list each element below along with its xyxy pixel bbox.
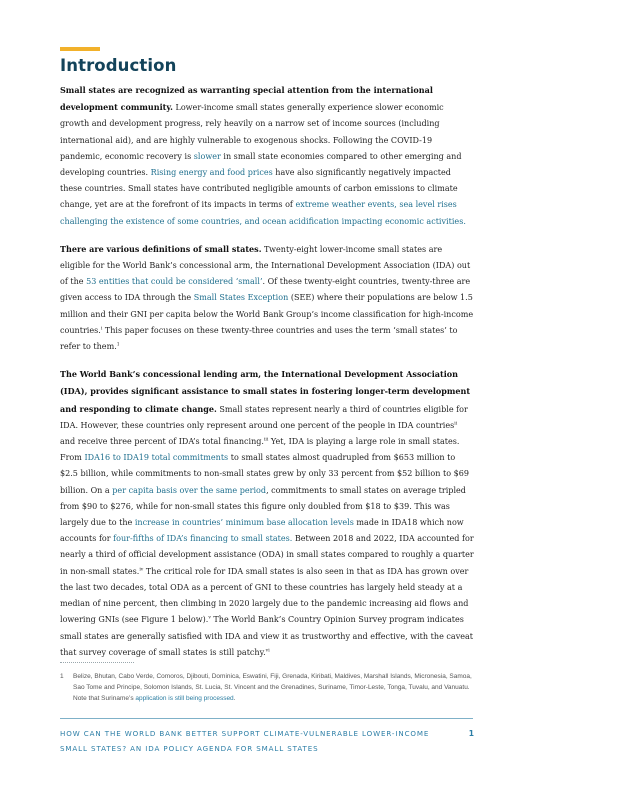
link-slower[interactable]: slower: [193, 151, 221, 161]
footnote: [60, 671, 474, 705]
paragraph-lead: The World Bank’s concessional lending arm, the International Development Association (IDA), provides significant assistance to small states in fostering longer-term development and responding to climate change.: [60, 369, 471, 414]
page-number: 1: [468, 729, 474, 738]
link-per-capita-basis[interactable]: per capita basis over the same period: [112, 485, 267, 495]
paragraph-lead: There are various definitions of small states.: [60, 243, 262, 254]
link-extreme-weather[interactable]: extreme weather events, sea level rises challenging the existence of some countries, and ocean acidification impacting economic activities.: [60, 200, 466, 226]
endnote-ref: ii: [454, 421, 458, 427]
link-ida16-ida19-commitments[interactable]: IDA16 to IDA19 total commitments: [84, 453, 229, 463]
page-heading: Introduction: [60, 56, 177, 75]
footer-document-title: HOW CAN THE WORLD BANK BETTER SUPPORT CLIMATE-VULNERABLE LOWER-INCOME SMALL STATES? AN IDA POLICY AGENDA FOR SMALL STATES: [60, 729, 430, 753]
endnote-ref: iv: [139, 567, 144, 573]
footer-divider: [60, 718, 473, 719]
link-energy-food-prices[interactable]: Rising energy and food prices: [150, 168, 273, 178]
endnote-ref: i: [100, 326, 103, 332]
footnote-text: Belize, Bhutan, Cabo Verde, Comoros, Djibouti, Dominica, Eswatini, Fiji, Grenada, Kiribati, Maldives, Marshall Islands, Micronesia, Samoa, Sao Tome and Principe, Solomon Islands, St. Lucia, St. Vincent and the Grenadines, Suriname, Timor-Leste, Tonga, Tuvalu, and Vanuatu. Note that Suriname’s application is still being processed.: [73, 673, 472, 703]
paragraph-definitions: There are various definitions of small states. Twenty-eight lower-income small states are eligible for the World Bank’s concessional arm, the International Development Association (IDA) out of the 53 entities that could be considered ‘small’. Of these twenty-eight countries, twenty-three are given access to IDA through the Small States Exception (SEE) where their populations are below 1.5 million and their GNI per capita below the World Bank Group’s income classification for high-income countries.$^i$ This paper focuses on these twenty-three countries and uses the term ‘small states’ to refer to them.$^1$: [60, 243, 474, 352]
footnote-number: 1: [60, 673, 64, 680]
link-53-entities[interactable]: 53 entities that could be considered ‘small’: [86, 277, 263, 287]
endnote-ref: vi: [265, 648, 270, 654]
footnote-ref: 1: [116, 342, 120, 348]
paragraph-lead: Small states are recognized as warranting special attention from the international development community.: [60, 85, 433, 113]
paragraph-small-states-attention: Small states are recognized as warranting special attention from the international development community. Lower-income small states generally experience slower economic growth and development progress, rely heavily on a narrow set of income sources (including international aid), and are highly vulnerable to exogenous shocks. Following the COVID-19 pandemic, economic recovery is slower in small state economies compared to other emerging and developing countries. Rising energy and food prices have also significantly negatively impacted these countries. Small states have contributed negligible amounts of carbon emissions to climate change, yet are at the forefront of its impacts in terms of extreme weather events, sea level rises challenging the existence of some countries, and ocean acidification impacting economic activities.: [60, 85, 466, 226]
heading-accent-bar: [60, 47, 100, 51]
link-minimum-base-allocation[interactable]: increase in countries’ minimum base allocation levels: [134, 518, 354, 528]
endnote-ref: iii: [263, 437, 269, 443]
paragraph-ida-assistance: The World Bank’s concessional lending arm, the International Development Association (IDA), provides significant assistance to small states in fostering longer-term development and responding to climate change. Small states represent nearly a third of countries eligible for IDA. However, these countries only represent around one percent of the people in IDA countries$^{ii}$ and receive three percent of IDA’s total financing.$^{iii}$ Yet, IDA is playing a large role in small states. From IDA16 to IDA19 total commitments to small states almost quadrupled from $653 million to $2.5 billion, while commitments to non-small states grew by only 33 percent from $52 billion to $69 billion. On a per capita basis over the same period, commitments to small states on average tripled from $90 to $276, while for non-small states this figure only doubled from $18 to $39. This was largely due to the increase in countries’ minimum base allocation levels made in IDA18 which now accounts for four-fifths of IDA’s financing to small states. Between 2018 and 2022, IDA accounted for nearly a third of official development assistance (ODA) in small states compared to roughly a quarter in non-small states.$^{iv}$ The critical role for IDA small states is also seen in that as IDA has grown over the last two decades, total ODA as a percent of GNI to these countries has largely held steady at a median of nine percent, then climbing in 2020 largely due to the pandemic increasing aid flows and lowering GNIs (see Figure 1 below).$^v$ The World Bank’s Country Opinion Survey program indicates small states are generally satisfied with IDA and view it as trustworthy and effective, with the caveat that survey coverage of small states is still patchy.$^{vi}$: [60, 369, 474, 657]
body-text: [60, 82, 474, 672]
footnote-divider: [60, 662, 134, 663]
link-application-processed[interactable]: application is still being processed: [135, 695, 234, 703]
endnote-ref: v: [208, 615, 211, 621]
link-four-fifths-financing[interactable]: four-fifths of IDA’s financing to small states.: [113, 534, 293, 544]
link-small-states-exception[interactable]: Small States Exception: [193, 293, 289, 303]
